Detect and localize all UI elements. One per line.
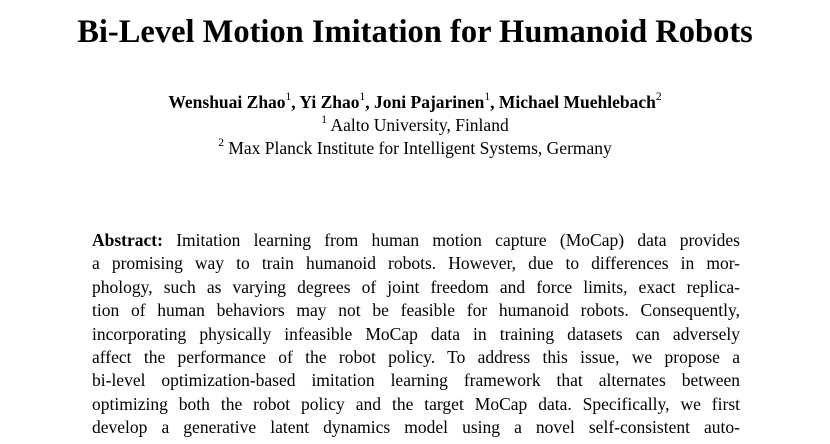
affiliation-mark: 1 — [321, 114, 328, 126]
abstract-line: incorporating physically infeasible MoCap data in training datasets can adversely — [92, 323, 740, 344]
abstract-line: phology, such as varying degrees of joint freedom and force limits, exact replica- — [92, 276, 740, 297]
affiliation-mark: 1 — [285, 91, 292, 103]
abstract-label: Abstract: — [92, 230, 163, 250]
abstract-line: bi-level optimization-based imitation learning framework that alternates between — [92, 370, 740, 391]
paper-title: Bi-Level Motion Imitation for Humanoid Robots — [77, 14, 753, 50]
affiliation-1 — [0, 110, 830, 136]
abstract-line: affect the performance of the robot policy. To address this issue, we propose a — [92, 346, 740, 367]
affiliation-mark: 2 — [218, 137, 224, 149]
author-list: Wenshuai Zhao$^1$, Yi Zhao$^1$, Joni Pajarinen$^1$, Michael Muehlebach$^2$ — [168, 91, 662, 112]
affiliation-text: Max Planck Institute for Intelligent Systems, Germany — [228, 137, 612, 158]
abstract — [92, 229, 740, 440]
affiliation-text: Aalto University, Finland — [330, 114, 509, 135]
affiliation-mark: 1 — [484, 91, 491, 103]
abstract-line — [92, 229, 740, 252]
abstract-line: a promising way to train humanoid robots. However, due to differences in mor- — [92, 253, 740, 274]
abstract-line-text: Imitation learning from human motion capture (MoCap) data provides — [176, 230, 740, 250]
affiliation-mark: 2 — [655, 91, 662, 103]
abstract-line: tion of human behaviors may not be feasible for humanoid robots. Consequently, — [92, 300, 740, 321]
affiliation-mark: 1 — [359, 91, 366, 103]
author-name: Joni Pajarinen — [374, 91, 485, 112]
author-name: Wenshuai Zhao — [168, 91, 286, 112]
author-name: Yi Zhao — [299, 91, 360, 112]
abstract-line: optimizing both the robot policy and the target MoCap data. Specifically, we first — [92, 393, 740, 414]
author-name: Michael Muehlebach — [498, 91, 656, 112]
abstract-line: develop a generative latent dynamics model using a novel self-consistent auto- — [92, 417, 740, 438]
affiliation-2 — [0, 133, 830, 159]
